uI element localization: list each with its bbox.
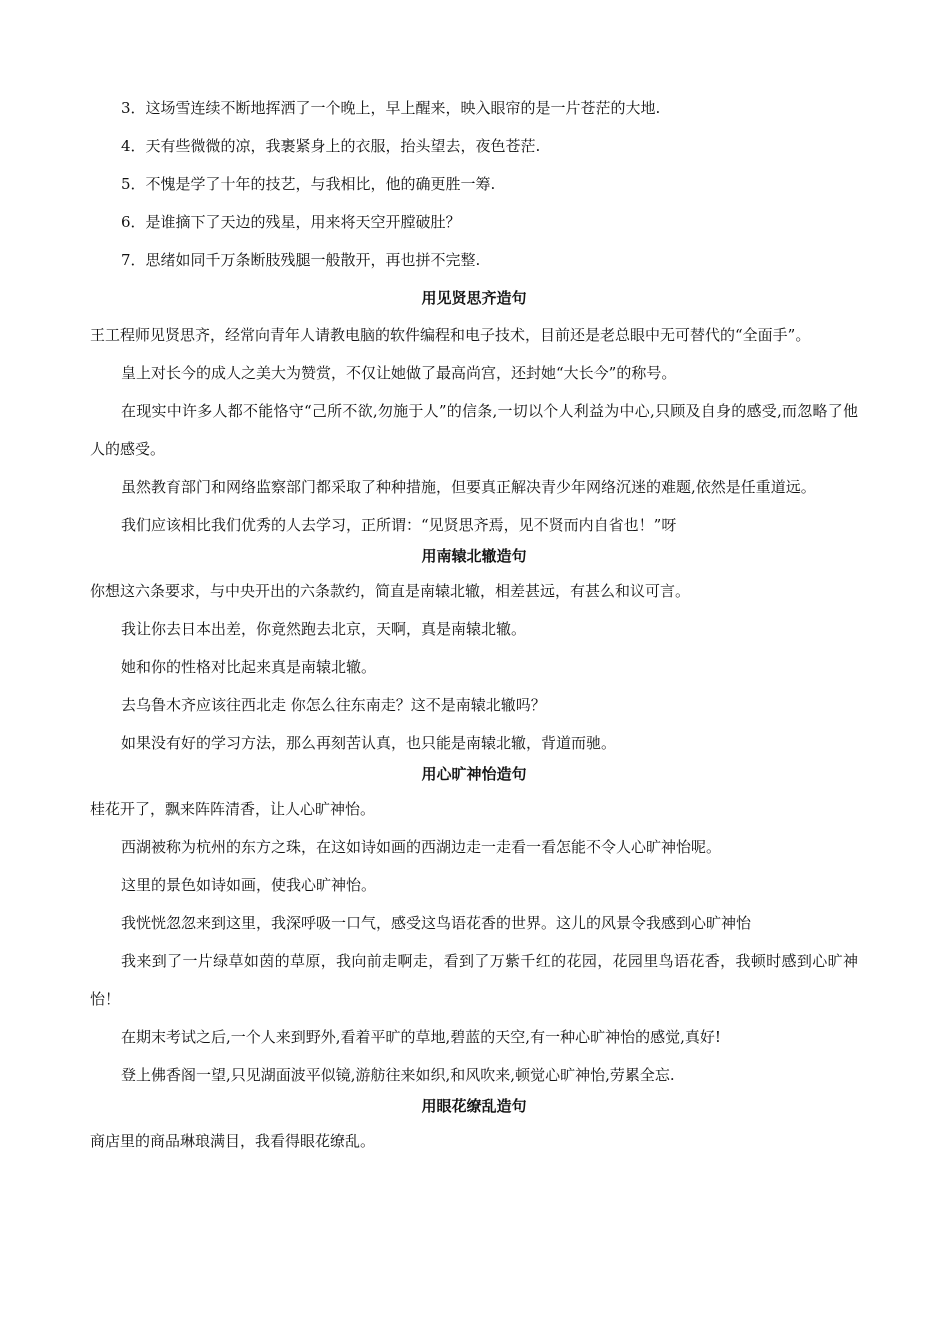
list-item: 5．不愧是学了十年的技艺，与我相比，他的确更胜一筹. xyxy=(121,175,496,193)
list-item: 7．思绪如同千万条断肢残腿一般散开，再也拼不完整. xyxy=(121,251,481,269)
section-body xyxy=(90,316,858,544)
paragraph: 这里的景色如诗如画，使我心旷神怡。 xyxy=(121,876,377,894)
list-item: 3．这场雪连续不断地挥洒了一个晚上，早上醒来，映入眼帘的是一片苍茫的大地. xyxy=(121,99,661,117)
section-body xyxy=(90,790,858,1094)
paragraph: 王工程师见贤思齐，经常向青年人请教电脑的软件编程和电子技术，目前还是老总眼中无可替代的“全面手”。 xyxy=(90,326,811,344)
paragraph: 皇上对长今的成人之美大为赞赏，不仅让她做了最高尚宫，还封她“大长今”的称号。 xyxy=(121,364,677,382)
paragraph: 去乌鲁木齐应该往西北走 你怎么往东南走？这不是南辕北辙吗？ xyxy=(121,696,546,714)
paragraph: 如果没有好的学习方法，那么再刻苦认真，也只能是南辕北辙，背道而驰。 xyxy=(121,734,617,752)
section-heading: 用南辕北辙造句 xyxy=(421,547,527,565)
paragraph: 登上佛香阁一望,只见湖面波平似镜,游舫往来如织,和风吹来,顿觉心旷神怡,劳累全忘. xyxy=(121,1066,675,1084)
paragraph: 西湖被称为杭州的东方之珠，在这如诗如画的西湖边走一走看一看怎能不令人心旷神怡呢。 xyxy=(121,838,722,856)
paragraph: 虽然教育部门和网络监察部门都采取了种种措施，但要真正解决青少年网络沉迷的难题,依然是任重道远。 xyxy=(121,478,816,496)
paragraph: 商店里的商品琳琅满目，我看得眼花缭乱。 xyxy=(90,1132,376,1150)
paragraph: 我让你去日本出差，你竟然跑去北京，天啊，真是南辕北辙。 xyxy=(121,620,527,638)
paragraph: 桂花开了，飘来阵阵清香，让人心旷神怡。 xyxy=(90,800,376,818)
paragraph: 我恍恍忽忽来到这里，我深呼吸一口气，感受这鸟语花香的世界。这儿的风景令我感到心旷神怡 xyxy=(121,914,752,932)
list-item: 4．天有些微微的凉，我裹紧身上的衣服，抬头望去，夜色苍茫. xyxy=(121,137,541,155)
document-page xyxy=(90,98,858,1160)
section-heading: 用见贤思齐造句 xyxy=(421,289,527,307)
paragraph: 我来到了一片绿草如茵的草原，我向前走啊走，看到了万紫千红的花园，花园里鸟语花香，我顿时感到心旷神怡！ xyxy=(90,952,858,1008)
paragraph: 我们应该相比我们优秀的人去学习，正所谓：“见贤思齐焉，见不贤而内自省也！”呀 xyxy=(121,516,677,534)
list-item: 6．是谁摘下了天边的残星，用来将天空开膛破肚？ xyxy=(121,213,461,231)
section-heading: 用眼花缭乱造句 xyxy=(421,1097,527,1115)
paragraph: 你想这六条要求，与中央开出的六条款约，简直是南辕北辙，相差甚远，有甚么和议可言。 xyxy=(90,582,691,600)
paragraph: 在期末考试之后,一个人来到野外,看着平旷的草地,碧蓝的天空,有一种心旷神怡的感觉,真好! xyxy=(121,1028,721,1046)
intro-list xyxy=(90,98,858,270)
paragraph: 在现实中许多人都不能恪守“己所不欲,勿施于人”的信条,一切以个人利益为中心,只顾及自身的感受,而忽略了他人的感受。 xyxy=(90,402,858,458)
section-body xyxy=(90,572,858,762)
section-body xyxy=(90,1122,858,1160)
section-heading: 用心旷神怡造句 xyxy=(421,765,527,783)
paragraph: 她和你的性格对比起来真是南辕北辙。 xyxy=(121,658,377,676)
